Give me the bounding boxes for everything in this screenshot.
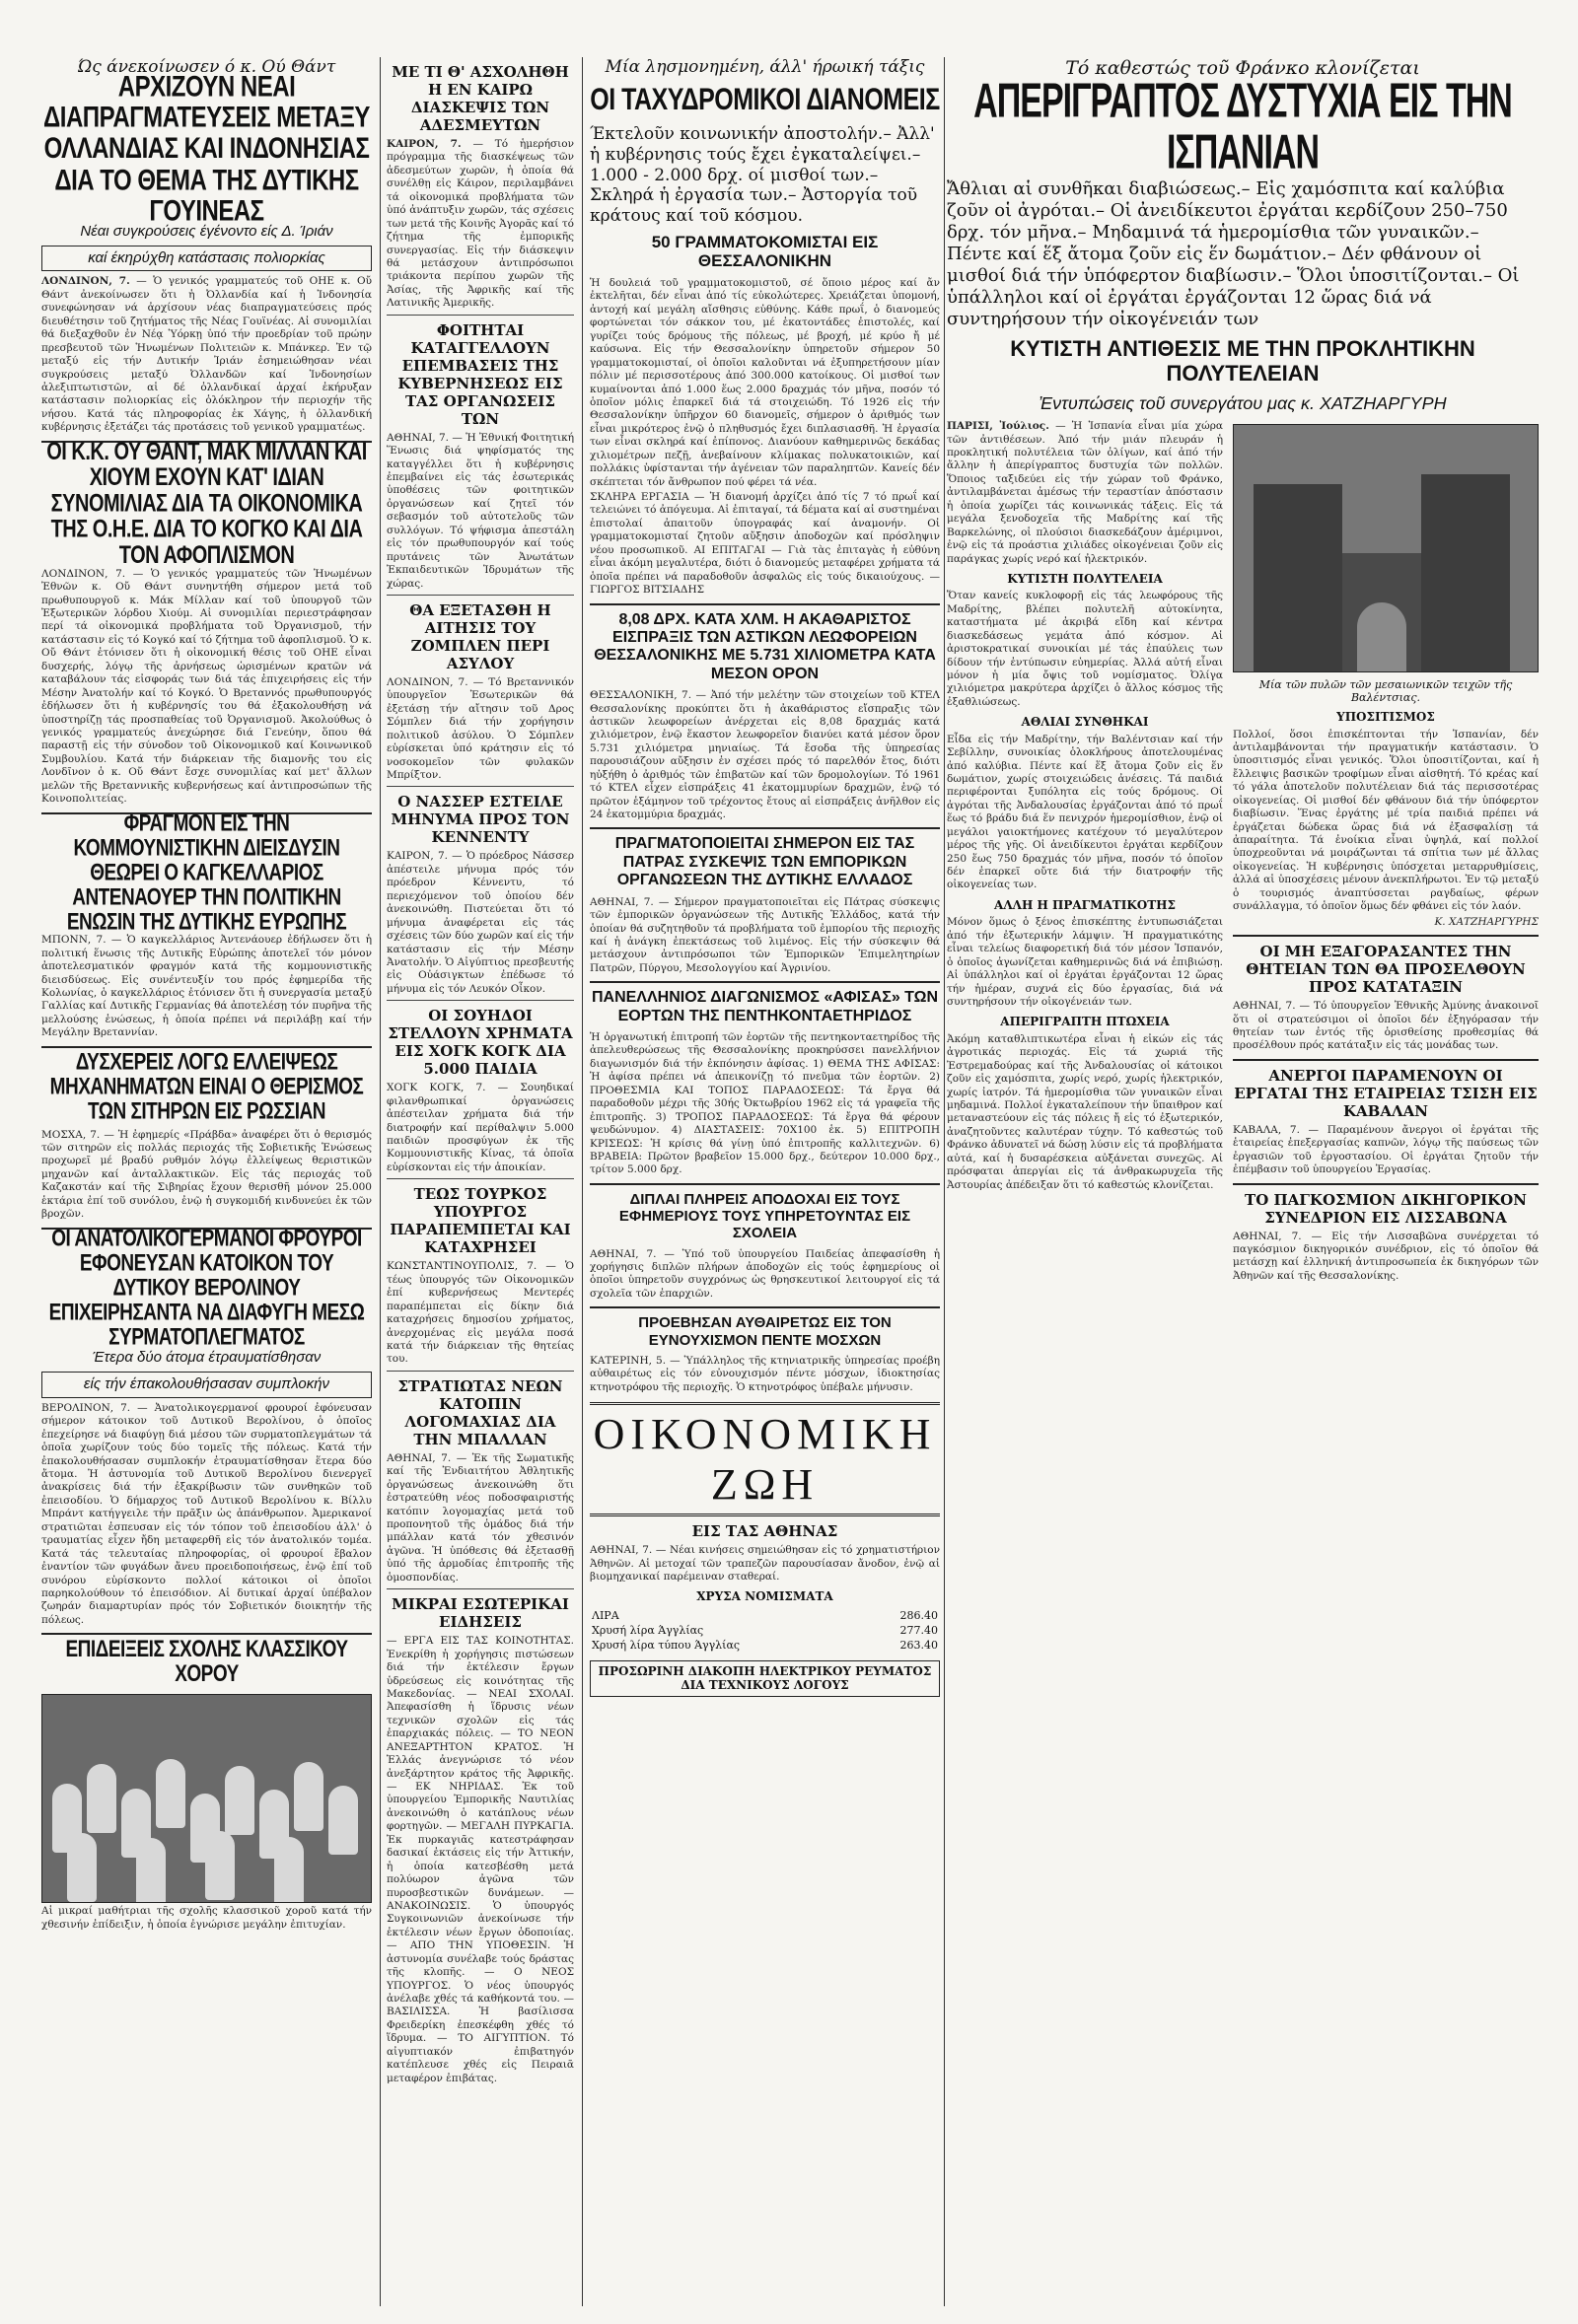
article-body: ΚΩΝΣΤΑΝΤΙΝΟΥΠΟΛΙΣ, 7. — Ὁ τέως ὑπουργός τῶν Οἰκονομικῶν ἐπί κυβερνήσεως Μεντερές παραπέμπεται εἰς δίκην διά καταχρήσεις δημοσίου χρήματος, ἀνερχομένας εἰς μεγάλα ποσά κατά τήν διάρκειαν τῆς θητείας του. [387,1260,574,1366]
section-heading: ΑΘΛΙΑΙ ΣΥΝΘΗΚΑΙ [1021,715,1149,730]
subheadline: Νέαι συγκρούσεις έγένοντο είς Δ. Ίριάν [80,222,333,240]
article-body: ΚΑΙΡΟΝ, 7. — Τό ἡμερήσιον πρόγραμμα τῆς διασκέψεως τῶν ἀδεσμεύτων χωρῶν, ἡ ὁποία θά συνέλθῃ εἰς Κάιρον, περιλαμβάνει τά οἰκονομικά προβλήματα τῶν ὑπό ἀνάπτυξιν χωρῶν, τάς σχέσεις των μετά τῆς Κοινῆς Ἀγορᾶς καί τό ζήτημα τῆς ἐμπορικῆς συνεργασίας. Εἰς τήν διάσκεψιν θά μετάσχουν ἀντιπρόσωποι τριάκοντα περίπου χωρῶν τῆς Ἀσίας, τῆς Ἀφρικῆς καί τῆς Λατινικῆς Ἀμερικῆς. [387,138,574,310]
article-body: ΘΕΣΣΑΛΟΝΙΚΗ, 7. — Ἀπό τήν μελέτην τῶν στοιχείων τοῦ ΚΤΕΛ Θεσσαλονίκης προκύπτει ὅτι ἡ ἀκαθάριστος εἴσπραξις τῶν ἀστικῶν λεωφορείων ἀνέρχεται εἰς 8,08 δραχμάς κατά χιλιόμετρον, ἐνῷ ἕκαστον λεωφορεῖον διανύει κατά μέσον ὅρον 5.731 χιλιόμετρα μηνιαίως. Τά ἔσοδα τῆς ὑπηρεσίας παρουσιάζουν αὔξησιν ἐν σχέσει πρός τό παρελθόν ἔτος, διότι ηὐξήθη ὁ ἀριθμός τῶν ἐπιβατῶν καί τῶν δρομολογίων. Τό 1961 τό ΚΤΕΛ εἶχεν εἰσπράξεις 41 ἑκατομμυρίων δραχμῶν, ἐνῷ τό πρῶτον ἑξάμηνον τοῦ τρέχοντος ἔτους αἱ εἰσπράξεις ἀνῆλθον εἰς 24 ἑκατομμύρια δραχμάς. [590,689,940,821]
article-body: ΑΘΗΝΑΙ, 7. — Σήμερον πραγματοποιεῖται εἰς Πάτρας σύσκεψις τῶν ἐμπορικῶν ὀργανώσεων τῆς Δυτικῆς Ἑλλάδος, κατά τήν ὁποίαν θά συζητηθοῦν τά προβλήματα τοῦ ἐμπορίου τῆς περιοχῆς καί ἡ ἀνάγκη ἐπεκτάσεως τοῦ λιμένος. Εἰς τήν σύσκεψιν θά μετάσχουν ἀντιπρόσωποι τῶν Ἐμπορικῶν Ἐπιμελητηρίων Πατρῶν, Πύργου, Μεσολογγίου καί Ἀγρινίου. [590,895,940,974]
photo-caption: Μία τῶν πυλῶν τῶν μεσαιωνικῶν τειχῶν τῆς Βαλέντσιας. [1258,678,1513,705]
headline: ΠΡΟΣΩΡΙΝΗ ΔΙΑΚΟΠΗ ΗΛΕΚΤΡΙΚΟΥ ΡΕΥΜΑΤΟΣ ΔΙΑ ΤΕΧΝΙΚΟΥΣ ΛΟΓΟΥΣ [590,1660,940,1697]
article-body: ΑΘΗΝΑΙ, 7. — Νέαι κινήσεις σημειώθησαν εἰς τό χρηματιστήριον Ἀθηνῶν. Αἱ μετοχαί τῶν τραπεζῶν παρουσίασαν ἄνοδον, ἐνῷ αἱ βιομηχανικαί παρέμειναν σταθεραί. [590,1544,940,1584]
article-body: ΑΘΗΝΑΙ, 7. — Ἐκ τῆς Σωματικῆς καί τῆς Ἐνδιαιτήτου Ἀθλητικῆς ὀργανώσεως ἀνεκοινώθη ὅτι ἐστρατεύθη νέος ποδοσφαιριστής κατόπιν λογομαχίας μετά τοῦ προπονητοῦ τῆς ὁμάδος διά τήν μπάλλαν κατά τόν χθεσινόν ἀγῶνα. Ἡ ὑπόθεσις θά ἐξετασθῇ ὑπό τῆς ἁρμοδίας ἐπιτροπῆς τῆς ὁμοσπονδίας. [387,1451,574,1584]
headline: ΦΟΙΤΗΤΑΙ ΚΑΤΑΓΓΕΛΛΟΥΝ ΕΠΕΜΒΑΣΕΙΣ ΤΗΣ ΚΥΒΕΡΝΗΣΕΩΣ ΕΙΣ ΤΑΣ ΟΡΓΑΝΩΣΕΙΣ ΤΩΝ [397,320,563,428]
article-body: Πολλοί, ὅσοι ἐπισκέπτονται τήν Ἱσπανίαν, δέν ἀντιλαμβάνονται τήν πραγματικήν κατάστασιν. Ὁ ὑποσιτισμός εἶναι γενικός. Ὅλοι ὑποσιτίζονται, καί ἡ ἔλλειψις βασικῶν τροφίμων εἶναι αἰσθητή. Τό κρέας καί τό γάλα ἀποτελοῦν πολυτέλειαν διά τάς περισσοτέρας οἰκογενείας. Οἱ μισθοί δέν φθάνουν διά τήν ὑπόφερτον διαβίωσιν. Ἕνας ἐργάτης μέ τρία παιδιά πρέπει νά ἐργάζεται δώδεκα ὥρας διά νά ἐξασφαλίσῃ τά ἀπαραίτητα. Τά ἐνοίκια εἶναι ὑψηλά, καί πολλοί ὑποχρεοῦνται νά μοιράζωνται τά σπίτια των μέ ἄλλας οἰκογενείας. Ἡ κυβέρνησις ὑπόσχεται μεταρρυθμίσεις, ἀλλά αἱ ὑποσχέσεις μένουν ἀνεκπλήρωτοι. Ἐν τῷ μεταξύ ὁ τουρισμός ἀναπτύσσεται ραγδαίως, φέρων συνάλλαγμα, τό ὁποῖον ὅμως δέν φθάνει εἰς τόν λαόν. [1233,728,1539,913]
headline: Ο ΝΑΣΣΕΡ ΕΣΤΕΙΛΕ ΜΗΝΥΜΑ ΠΡΟΣ ΤΟΝ ΚΕΝΝΕΝΤΥ [391,793,570,847]
article-body: ΚΑΤΕΡΙΝΗ, 5. — Ὑπάλληλος τῆς κτηνιατρικῆς ὑπηρεσίας προέβη αὐθαιρέτως εἰς τόν εὐνουχισμόν πέντε μόσχων, ἰδιοκτησίας κτηνοτρόφου τῆς περιοχῆς. Ὁ κτηνοτρόφος ὑπέβαλε μήνυσιν. [590,1354,940,1393]
main-headline: ΑΠΕΡΙΓΡΑΠΤΟΣ ΔΥΣΤΥΧΙΑ ΕΙΣ ΤΗΝ ΙΣΠΑΝΙΑΝ [973,74,1512,179]
column-rule [380,57,381,2306]
article-body: ΛΟΝΔΙΝΟΝ, 7. — Ὁ γενικός γραμματεύς τοῦ ΟΗΕ κ. Οὔ Θάντ ἀνεκοίνωσεν ὅτι ἡ Ὀλλανδία καί ἡ Ἰνδονησία συνεφώνησαν νά ἀρχίσουν νέας διαπραγματεύσεις πρός διευθέτησιν τοῦ ζητήματος τῆς Νέας Γουϊνέας. Αἱ συνομιλίαι θά διεξαχθοῦν ἐν Νέᾳ Ὑόρκῃ ὑπό τήν προεδρίαν τοῦ πρώην πρεσβευτοῦ τῶν Ἡνωμένων Πολιτειῶν κ. Μπάνκερ. Ἐν τῷ μεταξύ εἰς τήν Δυτικήν Ἰριάν ἐσημειώθησαν νέαι συγκρούσεις μεταξύ Ὀλλανδῶν καί Ἰνδονησίων ἀλεξιπτωτιστῶν, αἱ δέ ὀλλανδικαί ἀρχαί ἐκήρυξαν κατάστασιν πολιορκίας εἰς ὁλόκληρον τήν περιοχήν τῆς νήσου. Κατά τάς πληροφορίας ἐκ Χάγης, ἡ ὀλλανδική κυβέρνησις ἐξετάζει τάς προτάσεις τοῦ γενικοῦ γραμματέως. [41,275,372,434]
article-body: Ἡ δουλειά τοῦ γραμματοκομιστοῦ, σέ ὅποιο μέρος καί ἄν ἐκτελῆται, δέν εἶναι ἀπό τίς εὐκολώτερες. Χρειάζεται ὑπομονή, ἀντοχή καί μεγάλη αἴσθησις εὐθύνης. Κάθε πρωΐ, ὁ διανομεύς φορτώνεται τόν σάκκον του, μέ ἑκατοντάδες ἐπιστολές, καί γυρίζει τούς δρόμους τῆς πόλεως, μέ βροχή, μέ κρύο ἤ μέ καύσωνα. Εἰς τήν Θεσσαλονίκην ὑπηρετοῦν σήμερον 50 γραμματοκομισταί, οἱ ὁποῖοι καλοῦνται νά ἐξυπηρετήσουν μίαν πόλιν μέ περισσοτέρους ἀπό 300.000 κατοίκους. Οἱ μισθοί των κυμαίνονται ἀπό 1.000 ἕως 2.000 δραχμάς τόν μῆνα, ποσόν τό ὁποῖον μόλις ἐπαρκεῖ διά τά στοιχειώδη. Τό 1926 εἰς τήν Θεσσαλονίκην ὑπῆρχον 60 διανομεῖς, σήμερον ὁ ἀριθμός των εἶναι μικρότερος ἐνῷ ὁ πληθυσμός ἔχει διπλασιασθῆ. Ἡ ἐργασία των εἶναι σκληρά καί ἐπίπονος. Διανύουν καθημερινῶς δεκάδας χιλιομέτρων πεζῇ, ἀνεβαίνουν κλίμακας πολυκατοικιῶν, καί πολλάκις ὑφίστανται τήν ἀγένειαν τῶν παραληπτῶν. Κανείς δέν σκέπτεται τόν ἄνθρωπον πού φέρει τά νέα. [590,277,940,488]
headline: ΔΙΠΛΑΙ ΠΛΗΡΕΙΣ ΑΠΟΔΟΧΑΙ ΕΙΣ ΤΟΥΣ ΕΦΗΜΕΡΙΟΥΣ ΤΟΥΣ ΥΠΗΡΕΤΟΥΝΤΑΣ ΕΙΣ ΣΧΟΛΕΙΑ [618,1190,911,1242]
signature: Κ. ΧΑΤΖΗΑΡΓΥΡΗΣ [1434,915,1539,928]
article-body: ΧΟΓΚ ΚΟΓΚ, 7. — Σουηδικαί φιλανθρωπικαί ὀργανώσεις ἀπέστειλαν χρήματα διά τήν διατροφήν καί περίθαλψιν 5.000 παιδιῶν προσφύγων ἐκ τῆς Κομμουνιστικῆς Κίνας, τά ὁποῖα εὑρίσκονται εἰς τήν ἀποικίαν. [387,1082,574,1173]
byline: Ἐντυπώσεις τοῦ συνεργάτου μας κ. ΧΑΤΖΗΑΡΓΥΡΗ [1039,392,1447,413]
article-body: ΛΟΝΔΙΝΟΝ, 7. — Τό Βρεταννικόν ὑπουργεῖον Ἐσωτερικῶν θά ἐξετάσῃ τήν αἴτησιν τοῦ Δρος Σόμπλεν διά τήν χορήγησιν πολιτικοῦ ἀσύλου. Ὁ Σόμπλεν εὑρίσκεται ὑπό κράτησιν εἰς τό νοσοκομεῖον τῶν φυλακῶν Μπρίξτον. [387,675,574,781]
subheadline: είς τήν έπακολουθήσασαν συμπλοκήν [41,1372,372,1398]
kicker: Τό καθεστώς τοῦ Φράνκο κλονίζεται [1065,57,1420,79]
valencia-gate-photo [1233,424,1539,672]
article-body: ΑΘΗΝΑΙ, 7. — Ὑπό τοῦ ὑπουργείου Παιδείας ἀπεφασίσθη ἡ χορήγησις διπλῶν πλήρων ἀποδοχῶν εἰς τούς ἐφημερίους οἱ ὁποῖοι ὑπηρετοῦν συγχρόνως ὡς θρησκευτικοί λειτουργοί εἰς τά σχολεῖα τῶν ἐπαρχιῶν. [590,1247,940,1300]
article-body: ΑΘΗΝΑΙ, 7. — Εἰς τήν Λισσαβῶνα συνέρχεται τό παγκόσμιον δικηγορικόν συνέδριον, εἰς τό ὁποῖον θά μετάσχῃ καί ἑλληνική ἀντιπροσωπεία ἐκ δικηγόρων τῶν Ἀθηνῶν καί τῆς Θεσσαλονίκης. [1233,1230,1539,1282]
headline: ΟΙ ΤΑΧΥΔΡΟΜΙΚΟΙ ΔΙΑΝΟΜΕΙΣ [590,82,940,117]
headline: ΠΡΟΕΒΗΣΑΝ ΑΥΘΑΙΡΕΤΩΣ ΕΙΣ ΤΟΝ ΕΥΝΟΥΧΙΣΜΟΝ ΠΕΝΤΕ ΜΟΣΧΩΝ [638,1314,892,1349]
rates-title: ΧΡΥΣΑ ΝΟΜΙΣΜΑΤΑ [696,1589,833,1604]
headline: ΠΑΝΕΛΛΗΝΙΟΣ ΔΙΑΓΩΝΙΣΜΟΣ «ΑΦΙΣΑΣ» ΤΩΝ ΕΟΡΤΩΝ ΤΗΣ ΠΕΝΤΗΚΟΝΤΑΕΤΗΡΙΔΟΣ [591,989,939,1024]
article-body: ΚΑΒΑΛΑ, 7. — Παραμένουν ἄνεργοι οἱ ἐργάται τῆς ἑταιρείας ἐπεξεργασίας καπνῶν, λόγῳ τῆς παύσεως τῶν ἐργασιῶν τοῦ ἐργοστασίου. Οἱ ἐργάται ζητοῦν τήν ἐπέμβασιν τοῦ ὑπουργείου Ἐργασίας. [1233,1123,1539,1176]
headline: ΑΡΧΙΖΟΥΝ ΝΕΑΙ ΔΙΑΠΡΑΓΜΑΤΕΥΣΕΙΣ ΜΕΤΑΞΥ ΟΛΛΑΝΔΙΑΣ ΚΑΙ ΙΝΔΟΝΗΣΙΑΣ ΔΙΑ ΤΟ ΘΕΜΑ ΤΗΣ ΔΥΤΙΚΗΣ ΓΟΥΙΝΕΑΣ [43,70,370,228]
column-1 [41,57,372,2306]
section-heading: ΚΥΤΙΣΤΗ ΠΟΛΥΤΕΛΕΙΑ [1007,571,1163,586]
dateline: ΠΑΡΙΣΙ, Ἰούλιος. [947,420,1049,433]
headline: ΟΙ ΣΟΥΗΔΟΙ ΣΤΕΛΛΟΥΝ ΧΡΗΜΑΤΑ ΕΙΣ ΧΟΓΚ ΚΟΓΚ ΔΙΑ 5.000 ΠΑΙΔΙΑ [388,1007,573,1079]
article-body: Εἶδα εἰς τήν Μαδρίτην, τήν Βαλέντσιαν καί τήν Σεβίλλην, συνοικίας ὁλοκλήρους ἀποτελουμένας ἀπό καλύβια. Πέντε καί ἕξ ἄτομα ζοῦν εἰς ἕν δωμάτιον, χωρίς στοιχειώδεις ἀνέσεις. Τά παιδιά περιφέρονται ξυπόλητα εἰς τούς δρόμους. Οἱ ἀγρόται τῆς Ἀνδαλουσίας ἐργάζονται ἀπό τό πρωΐ ἕως τό βράδυ διά ἕν πενιχρόν ἡμερομίσθιον, ἐνῷ οἱ μεγάλοι γαιοκτήμονες κατέχουν τό μεγαλύτερον μέρος τῆς γῆς. Οἱ ἀνειδίκευτοι ἐργάται κερδίζουν 250 ἕως 750 δραχμάς τόν μῆνα, ποσόν τό ὁποῖον δέν ἐπαρκεῖ οὔτε διά τήν διατροφήν τῆς οἰκογενείας των. [947,733,1223,891]
dateline: ΛΟΝΔΙΝΟΝ, 7. [41,275,130,288]
column-2 [387,57,574,2306]
article-body: ΛΟΝΔΙΝΟΝ, 7. — Ὁ γενικός γραμματεύς τῶν Ἡνωμένων Ἐθνῶν κ. Οὔ Θάντ συνηντήθη σήμερον μετά τοῦ πρωθυπουργοῦ κ. Μάκ Μίλλαν καί τοῦ ὑπουργοῦ τῶν Ἐξωτερικῶν λόρδου Χιούμ. Αἱ συνομιλίαι περιεστράφησαν περί τά οἰκονομικά προβλήματα τοῦ Ὀργανισμοῦ, τήν κατάστασιν εἰς τό Κογκό καί τό ζήτημα τοῦ ἀφοπλισμοῦ. Ὁ κ. Οὔ Θάντ ἐτόνισεν ὅτι ἡ οἰκονομική θέσις τοῦ ΟΗΕ εἶναι δυσχερής, λόγῳ τῆς ἀρνήσεως ὡρισμένων κρατῶν νά καταβάλουν τάς εἰσφοράς των διά τάς ἐπιχειρήσεις εἰς τήν Μέσην Ἀνατολήν καί τό Κογκό. Ὁ Βρεταννός πρωθυπουργός ἐδήλωσεν ὅτι ἡ κυβέρνησίς του θά ἐξακολουθήσῃ νά ὑποστηρίζῃ τάς προσπαθείας τοῦ Ὀργανισμοῦ. Ἀκολούθως ὁ γενικός γραμματεύς ἀνεχώρησε διά Γενεύην, ὅπου θά παραστῇ εἰς τήν σύνοδον τοῦ Οἰκονομικοῦ καί Κοινωνικοῦ Συμβουλίου. Κατά τήν διάρκειαν τῆς διαμονῆς του εἰς Λονδῖνον ὁ κ. Οὔ Θάντ ἔσχε συνομιλίας καί μετ' ἄλλων μελῶν τῆς Βρεταννικῆς κυβερνήσεως καί ἀντιπροσώπων τῆς Κοινοπολιτείας. [41,567,372,806]
headline: ΠΡΑΓΜΑΤΟΠΟΙΕΙΤΑΙ ΣΗΜΕΡΟΝ ΕΙΣ ΤΑΣ ΠΑΤΡΑΣ ΣΥΣΚΕΨΙΣ ΤΩΝ ΕΜΠΟΡΙΚΩΝ ΟΡΓΑΝΩΣΕΩΝ ΤΗΣ ΔΥΤΙΚΗΣ ΕΛΛΑΔΟΣ [614,835,915,889]
lead-paragraph: Ἄθλιαι αἱ συνθῆκαι διαβιώσεως.– Εἰς χαμόσπιτα καί καλύβια ζοῦν οἱ ἀγρόται.– Οἱ ἀνειδίκευτοι ἐργάται κερδίζουν 250–750 δρχ. τόν μῆνα.– Μηδαμινά τά ἡμερομίσθια τῶν γυναικῶν.– Πέντε καί ἕξ ἄτομα ζοῦν εἰς ἕν δωμάτιον.– Δέν φθάνουν οἱ μισθοί διά τήν ὑπόφερτον διαβίωσιν.– Ὅλοι ὑποσιτίζονται.– Οἱ ὑπάλληλοι καί οἱ ἐργάται ἐργάζονται 12 ὥρας διά νά συντηρήσουν τήν οἰκογένειάν των [947,178,1520,330]
headline: ΤΕΩΣ ΤΟΥΡΚΟΣ ΥΠΟΥΡΓΟΣ ΠΑΡΑΠΕΜΠΕΤΑΙ ΚΑΙ ΚΑΤΑΧΡΗΣΕΙ [390,1185,571,1257]
headline: ΘΑ ΕΞΕΤΑΣΘΗ Η ΑΙΤΗΣΙΣ ΤΟΥ ΖΟΜΠΛΕΝ ΠΕΡΙ ΑΣΥΛΟΥ [409,600,551,672]
headline: ΣΤΡΑΤΙΩΤΑΣ ΝΕΩΝ ΚΑΤΟΠΙΝ ΛΟΓΟΜΑΧΙΑΣ ΔΙΑ ΤΗΝ ΜΠΑΛΛΑΝ [397,1376,563,1448]
headline: ΕΙΣ ΤΑΣ ΑΘΗΝΑΣ [691,1522,838,1541]
headline: ΔΥΣΧΕΡΕΙΣ ΛΟΓΩ ΕΛΛΕΙΨΕΩΣ ΜΗΧΑΝΗΜΑΤΩΝ ΕΙΝΑΙ Ο ΘΕΡΙΣΜΟΣ ΤΩΝ ΣΙΤΗΡΩΝ ΕΙΣ ΡΩΣΣΙΑΝ [49,1049,364,1125]
kicker: Ώς άνεκοίνωσεν ό κ. Ού Θάντ [77,57,336,77]
headline: ΜΙΚΡΑΙ ΕΣΩΤΕΡΙΚΑΙ ΕΙΔΗΣΕΙΣ [392,1595,569,1632]
article-body: ΣΚΛΗΡΑ ΕΡΓΑΣΙΑ — Ἡ διανομή ἀρχίζει ἀπό τίς 7 τό πρωΐ καί τελειώνει τό ἀπόγευμα. Αἱ ἐπιταγαί, τά δέματα καί αἱ συστημέναι ἐπιστολαί ἀπαιτοῦν ὑπογραφάς καί ἀναμονήν. Οἱ γραμματοκομισταί ζητοῦν αὔξησιν ἀποδοχῶν καί πρόσληψιν νέου προσωπικοῦ. ΑΙ ΕΠΙΤΑΓΑΙ — Γιὰ τὰς ἐπιταγὰς ἡ εὐθύνη εἶναι ἀκόμη μεγαλυτέρα, διότι ὁ διανομεύς μεταφέρει χρήματα τά ὁποῖα πρέπει νά παραδοθοῦν ἀσφαλῶς εἰς τούς δικαιούχους. — ΓΙΩΡΓΟΣ ΒΙΤΣΙΑΔΗΣ [590,491,940,597]
table-row: Χρυσή λίρα Άγγλίας 277.40 [592,1623,938,1637]
article-body: Ὅταν κανείς κυκλοφορῇ εἰς τάς λεωφόρους τῆς Μαδρίτης, βλέπει πολυτελῆ αὐτοκίνητα, καταστήματα μέ ἀκριβά εἴδη καί κέντρα διασκεδάσεως γεμάτα ἀπό κόσμον. Αἱ ἀριστοκρατικαί συνοικίαι μέ τάς ἐπαύλεις των δίδουν τήν ἐντύπωσιν εὐημερίας. Ἀλλά αὐτή εἶναι μόνον ἡ μία ὄψις τοῦ νομίσματος. Ὀλίγα χιλιόμετρα μακρύτερα ἀρχίζει ὁ ἄλλος κόσμος τῆς ἐξαθλιώσεως. [947,590,1223,708]
column-rule [944,57,945,2306]
article-body: Ἀκόμη καταθλιπτικωτέρα εἶναι ἡ εἰκών εἰς τάς ἀγροτικάς περιοχάς. Εἰς τά χωριά τῆς Ἐστρεμαδούρας καί τῆς Ἀνδαλουσίας οἱ κάτοικοι ζοῦν εἰς χαμόσπιτα, χωρίς νερό, χωρίς ἠλεκτρικόν, χωρίς ἰατρόν. Τά ἡμερομίσθια τῶν γυναικῶν εἶναι μηδαμινά. Πολλοί ἐγκαταλείπουν τήν ὕπαιθρον καί μεταναστεύουν εἰς τάς πόλεις ἤ εἰς τό ἐξωτερικόν, ἀναζητοῦντες καλυτέραν τύχην. Τό καθεστώς τοῦ Φράνκο ἀδυνατεῖ νά δώσῃ λύσιν εἰς τά προβλήματα αὐτά, καί ἡ δυσαρέσκεια αὐξάνεται συνεχῶς. Αἱ πρόσφαται ἀπεργίαι εἰς τά ἀνθρακωρυχεῖα τῆς Ἀστουρίας ἀπέδειξαν ὅτι τό καθεστώς κλονίζεται. [947,1032,1223,1191]
article-body: Μόνον ὅμως ὁ ξένος ἐπισκέπτης ἐντυπωσιάζεται ἀπό τήν ἐξωτερικήν λάμψιν. Ἡ πραγματικότης εἶναι τελείως διαφορετική διά τόν μέσον Ἱσπανόν, ὁ ὁποῖος ἀγωνίζεται καθημερινῶς διά νά ἐπιβιώσῃ. Αἱ ὑπάλληλοι καί οἱ ἐργάται ἐργάζονται 12 ὥρας τήν ἡμέραν, συχνά εἰς δύο ἐργασίας, διά νά συντηρήσουν τήν οἰκογένειάν των. [947,916,1223,1008]
article-body: ΠΑΡΙΣΙ, Ἰούλιος. — Ἡ Ἱσπανία εἶναι μία χώρα τῶν ἀντιθέσεων. Ἀπό τήν μιάν πλευράν ἡ προκλητική πολυτέλεια τῶν ὀλίγων, καί ἀπό τήν ἄλλην ἡ ἀπερίγραπτος δυστυχία τῶν πολλῶν. Ὅποιος ταξιδεύει εἰς τήν χώραν τοῦ Φράνκο, ἀντιλαμβάνεται ἀμέσως τήν τεραστίαν ἀπόστασιν ἡ ὁποία χωρίζει τάς κοινωνικάς τάξεις. Εἰς τά μεγάλα ξενοδοχεῖα τῆς Μαδρίτης καί τῆς Βαρκελώνης, οἱ πλούσιοι διασκεδάζουν ἀμέριμνοι, ἐνῷ εἰς τά προάστια χιλιάδες οἰκογένειαι ζοῦν εἰς παράγκας χωρίς νερό καί ἠλεκτρικόν. [947,420,1223,565]
dance-school-photo [41,1694,372,1903]
headline: ΜΕ ΤΙ Θ' ΑΣΧΟΛΗΘΗ Η ΕΝ ΚΑΙΡΩ ΔΙΑΣΚΕΨΙΣ ΤΩΝ ΑΔΕΣΜΕΥΤΩΝ [392,63,569,134]
article-body: Ἡ ὀργανωτική ἐπιτροπή τῶν ἑορτῶν τῆς πεντηκονταετηρίδος τῆς ἀπελευθερώσεως τῆς Θεσσαλονίκης προκηρύσσει πανελλήνιον διαγωνισμόν διά τήν ἐκπόνησιν ἀφίσας. 1) ΘΕΜΑ ΤΗΣ ΑΦΙΣΑΣ: Ἡ ἀφίσα πρέπει νά ἀπεικονίζῃ τό πνεῦμα τῶν ἑορτῶν. 2) ΠΡΟΘΕΣΜΙΑ ΚΑΙ ΤΟΠΟΣ ΠΑΡΑΔΟΣΕΩΣ: Τά ἔργα θά παραδοθοῦν μέχρι τῆς 30ής Ὀκτωβρίου 1962 εἰς τά γραφεῖα τῆς ἐπιτροπῆς. 3) ΤΡΟΠΟΣ ΠΑΡΑΔΟΣΕΩΣ: Τά ἔργα θά φέρουν ψευδώνυμον. 4) ΔΙΑΣΤΑΣΕΙΣ: 70Χ100 ἑκ. 5) ΕΠΙΤΡΟΠΗ ΚΡΙΣΕΩΣ: Ἡ κρίσις θά γίνῃ ὑπό ἐπιτροπῆς καλλιτεχνῶν. 6) ΒΡΑΒΕΙΑ: Πρῶτον βραβεῖον 15.000 δρχ., δεύτερον 10.000 δρχ., τρίτον 5.000 δρχ. [590,1031,940,1176]
table-row: ΛΙΡΑ 286.40 [592,1608,938,1622]
headline: ΕΠΙΔΕΙΞΕΙΣ ΣΧΟΛΗΣ ΚΛΑΣΣΙΚΟΥ ΧΟΡΟΥ [65,1637,348,1688]
article-body: ΚΑΙΡΟΝ, 7. — Ὁ πρόεδρος Νάσσερ ἀπέστειλε μήνυμα πρός τόν πρόεδρον Κέννεντυ, τό περιεχόμενον τοῦ ὁποίου δέν ἀνεκοινώθη. Πιστεύεται ὅτι τό μήνυμα ἀναφέρεται εἰς τάς σχέσεις τῶν δύο χωρῶν καί εἰς τήν κατάστασιν εἰς τήν Μέσην Ἀνατολήν. Ὁ Αἰγύπτιος πρεσβευτής εἰς Οὐάσιγκτων ἐπέδωσε τό μήνυμα εἰς τόν Λευκόν Οἶκον. [387,850,574,995]
headline: ΦΡΑΓΜΟΝ ΕΙΣ ΤΗΝ ΚΟΜΜΟΥΝΙΣΤΙΚΗΝ ΔΙΕΙΣΔΥΣΙΝ ΘΕΩΡΕΙ Ο ΚΑΓΚΕΛΛΑΡΙΟΣ ΑΝΤΕΝΑΟΥΕΡ ΤΗΝ ΠΟΛΙΤΙΚΗΝ ΕΝΩΣΙΝ ΤΗΣ ΔΥΤΙΚΗΣ ΕΥΡΩΠΗΣ [66,810,347,935]
article-body: ΒΕΡΟΛΙΝΟΝ, 7. — Ἀνατολικογερμανοί φρουροί ἐφόνευσαν σήμερον κάτοικον τοῦ Δυτικοῦ Βερολίνου, ὁ ὁποῖος ἐπεχείρησε νά διαφύγῃ διά μέσου τῶν συρματοπλεγμάτων τά ὁποῖα χωρίζουν τούς δύο τομεῖς τῆς πόλεως. Κατά τήν ἐπακολουθήσασαν συμπλοκήν ἐτραυματίσθησαν ἕτερα δύο ἄτομα. Ἡ ἀστυνομία τοῦ Δυτικοῦ Βερολίνου διενεργεῖ ἀνακρίσεις διά τήν ἐξακρίβωσιν τῶν συνθηκῶν τοῦ ἐπεισοδίου. Ὁ δήμαρχος τοῦ Δυτικοῦ Βερολίνου κ. Βίλλυ Μπράντ κατήγγειλε τήν πρᾶξιν ὡς ἀπάνθρωπον. Ἀμερικανοί στρατιῶται ἐσπευσαν εἰς τόν τόπον τοῦ ἐπεισοδίου ἀλλ' ὁ τραυματίας εἶχεν ἤδη μεταφερθῆ εἰς τόν ἀνατολικόν τομέα. Κατά τάς τελευταίας πληροφορίας, οἱ φρουροί ἔβαλον ἐναντίον τῶν φυγάδων ἄνευ προειδοποιήσεως, ἐνῷ ἐπί τοῦ συνόρου εὑρίσκοντο πολλοί κάτοικοι οἱ ὁποῖοι παρηκολούθουν τό ἐπεισόδιον. Αἱ δυτικαί ἀρχαί ὑπέβαλον ζωηράν διαμαρτυρίαν πρός τόν Σοβιετικόν διοικητήν τῆς πόλεως. [41,1401,372,1626]
headline: ΟΙ ΑΝΑΤΟΛΙΚΟΓΕΡΜΑΝΟΙ ΦΡΟΥΡΟΙ ΕΦΟΝΕΥΣΑΝ ΚΑΤΟΙΚΟΝ ΤΟΥ ΔΥΤΙΚΟΥ ΒΕΡΟΛΙΝΟΥ ΕΠΙΧΕΙΡΗΣΑΝΤΑ ΝΑ ΔΙΑΦΥΓΗ ΜΕΣΩ ΣΥΡΜΑΤΟΠΛΕΓΜΑΤΟΣ [48,1225,365,1350]
section-heading: ΥΠΟΣΙΤΙΣΜΟΣ [1336,710,1435,725]
article-body: ΑΘΗΝΑΙ, 7. — Τό ὑπουργεῖον Ἐθνικῆς Ἀμύνης ἀνακοινοῖ ὅτι οἱ στρατεύσιμοι οἱ ὁποῖοι δέν ἐξηγόρασαν τήν θητείαν των ἐντός τῆς ὁρισθείσης προθεσμίας θά προσέλθουν πρός κατάταξιν εἰς τάς μονάδας των. [1233,1000,1539,1052]
section-masthead: ΟΙΚΟΝΟΜΙΚΗ ΖΩΗ [590,1402,940,1516]
section-heading: ΑΠΕΡΙΓΡΑΠΤΗ ΠΤΩΧΕΙΑ [1000,1015,1170,1029]
article-column [947,418,1223,1285]
headline: ΟΙ Κ.Κ. ΟΥ ΘΑΝΤ, ΜΑΚ ΜΙΛΛΑΝ ΚΑΙ ΧΙΟΥΜ ΕΧΟΥΝ ΚΑΤ' ΙΔΙΑΝ ΣΥΝΟΜΙΛΙΑΣ ΔΙΑ ΤΑ ΟΙΚΟΝΟΜΙΚΑ ΤΗΣ Ο.Η.Ε. ΔΙΑ ΤΟ ΚΟΓΚΟ ΚΑΙ ΔΙΑ ΤΟΝ ΑΦΟΠΛΙΣΜΟΝ [46,438,367,569]
headline: ΑΝΕΡΓΟΙ ΠΑΡΑΜΕΝΟΥΝ ΟΙ ΕΡΓΑΤΑΙ ΤΗΣ ΕΤΑΙΡΕΙΑΣ ΤΣΙΣΗ ΕΙΣ ΚΑΒΑΛΑΝ [1234,1066,1538,1120]
column-4 [947,57,1539,2306]
article-body: ΑΘΗΝΑΙ, 7. — Ἡ Ἐθνική Φοιτητική Ἕνωσις διά ψηφίσματός της καταγγέλλει ὅτι ἡ κυβέρνησις ἐπεμβαίνει εἰς τάς ἐσωτερικάς ὑποθέσεις τῶν φοιτητικῶν ὀργανώσεων καί ζητεῖ τόν σεβασμόν τοῦ αὐτοτελοῦς τῶν συλλόγων. Τό ψήφισμα ἀπεστάλη εἰς τόν πρωθυπουργόν καί τούς πρυτάνεις τῶν Ἀνωτάτων Ἐκπαιδευτικῶν Ἱδρυμάτων τῆς χώρας. [387,431,574,590]
article-body: ΜΠΟΝΝ, 7. — Ὁ καγκελλάριος Ἀντενάουερ ἐδήλωσεν ὅτι ἡ πολιτική ἕνωσις τῆς Δυτικῆς Εὐρώπης ἀποτελεῖ τόν μόνον ἀποτελεσματικόν φραγμόν κατά τῆς κομμουνιστικῆς διεισδύσεως. Εἰς συνέντευξίν του πρός ἐφημερίδα τῆς Κολωνίας, ὁ καγκελλάριος ἐτόνισεν ὅτι ἡ συνεργασία μεταξύ Γαλλίας καί Δυτικῆς Γερμανίας θά ἀποτελέσῃ τόν πυρῆνα τῆς μελλούσης ἑνώσεως, ἡ ὁποία πρέπει νά περιλάβῃ καί τήν Μεγάλην Βρεταννίαν. [41,934,372,1039]
article-body: — ΕΡΓΑ ΕΙΣ ΤΑΣ ΚΟΙΝΟΤΗΤΑΣ. Ἐνεκρίθη ἡ χορήγησις πιστώσεων διά τήν ἐκτέλεσιν ἔργων ὑδρεύσεως εἰς κοινότητας τῆς Μακεδονίας. — ΝΕΑΙ ΣΧΟΛΑΙ. Ἀπεφασίσθη ἡ ἵδρυσις νέων τεχνικῶν σχολῶν εἰς τάς ἐπαρχιακάς πόλεις. — ΤΟ ΝΕΟΝ ΑΝΕΞΑΡΤΗΤΟΝ ΚΡΑΤΟΣ. Ἡ Ἑλλάς ἀνεγνώρισε τό νέον ἀνεξάρτητον κράτος τῆς Ἀφρικῆς. — ΕΚ ΝΗΡΙΔΑΣ. Ἐκ τοῦ ὑπουργείου Ἐμπορικῆς Ναυτιλίας ἀνεκοινώθη ὁ κατάπλους νέων φορτηγῶν. — ΜΕΓΑΛΗ ΠΥΡΚΑΓΙΑ. Ἐκ πυρκαγιᾶς κατεστράφησαν δασικαί ἐκτάσεις εἰς τήν Ἀττικήν, ἡ ὁποία κατεσβέσθη μετά πολύωρον ἀγῶνα τῶν πυροσβεστικῶν δυνάμεων. — ΑΝΑΚΟΙΝΩΣΙΣ. Ὁ ὑπουργός Συγκοινωνιῶν ἀνεκοίνωσε τήν ἐκτέλεσιν νέων ἔργων ὁδοποιίας. — ΑΠΟ ΤΗΝ ΥΠΟΘΕΣΙΝ. Ἡ ἀστυνομία συνέλαβε τούς δράστας τῆς κλοπῆς. — Ο ΝΕΟΣ ΥΠΟΥΡΓΟΣ. Ὁ νέος ὑπουργός ἀνέλαβε χθές τά καθήκοντά του. — ΒΑΣΙΛΙΣΣΑ. Ἡ βασίλισσα Φρειδερίκη ἐπεσκέφθη χθές τό ἵδρυμα. — ΤΟ ΑΙΓΥΠΤΙΟΝ. Τό αἰγυπτιακόν ἐπιβατηγόν κατέπλευσε χθές εἰς Πειραιᾶ μεταφέρον ἐπιβάτας. [387,1635,574,2084]
headline: ΤΟ ΠΑΓΚΟΣΜΙΟΝ ΔΙΚΗΓΟΡΙΚΟΝ ΣΥΝΕΔΡΙΟΝ ΕΙΣ ΛΙΣΣΑΒΩΝΑ [1245,1190,1527,1227]
headline: 8,08 ΔΡΧ. ΚΑΤΑ ΧΛΜ. Η ΑΚΑΘΑΡΙΣΤΟΣ ΕΙΣΠΡΑΞΙΣ ΤΩΝ ΑΣΤΙΚΩΝ ΛΕΩΦΟΡΕΙΩΝ ΘΕΣΣΑΛΟΝΙΚΗΣ ΜΕ 5.731 ΧΙΛΙΟΜΕΤΡΑ ΚΑΤΑ ΜΕΣΟΝ ΟΡΟΝ [594,610,936,682]
article-column [1233,418,1539,1285]
subheadline: καί έκηρύχθη κατάστασις πολιορκίας [41,246,372,272]
section-heading: ΑΛΛΗ Η ΠΡΑΓΜΑΤΙΚΟΤΗΣ [994,897,1176,912]
table-row: Χρυσή λίρα τύπου Άγγλίας 263.40 [592,1638,938,1652]
headline: ΟΙ ΜΗ ΕΞΑΓΟΡΑΣΑΝΤΕΣ ΤΗΝ ΘΗΤΕΙΑΝ ΤΩΝ ΘΑ ΠΡΟΣΕΛΘΟΥΝ ΠΡΟΣ ΚΑΤΑΤΑΞΙΝ [1246,943,1526,997]
subheadline: Έτερα δύο άτομα έτραυματίσθησαν [92,1349,322,1367]
headline: 50 ΓΡΑΜΜΑΤΟΚΟΜΙΣΤΑΙ ΕΙΣ ΘΕΣΣΑΛΟΝΙΚΗΝ [651,232,879,271]
kicker: Μία λησμονημένη, άλλ' ήρωική τάξις [605,57,925,77]
article-body: Αἱ μικραί μαθήτριαι τῆς σχολῆς κλασσικοῦ χοροῦ κατά τήν χθεσινήν ἐπίδειξιν, ἡ ὁποία ἐγνώρισε μεγάλην ἐπιτυχίαν. [41,1905,372,1931]
dateline: ΚΑΙΡΟΝ, 7. [387,138,462,150]
column-3 [590,57,940,2306]
gold-rates-table [590,1608,940,1653]
article-body: ΜΟΣΧΑ, 7. — Ἡ ἐφημερίς «Πράβδα» ἀναφέρει ὅτι ὁ θερισμός τῶν σιτηρῶν εἰς πολλάς περιοχάς τῆς Σοβιετικῆς Ἑνώσεως προχωρεῖ μέ βραδύ ρυθμόν λόγῳ ἐλλείψεως θεριστικῶν μηχανῶν καί ἀνταλλακτικῶν. Εἰς τάς περιοχάς τοῦ Καζακστάν καί τῆς Σιβηρίας ἔχουν θερισθῆ μόνον 25.000 ἑκτάρια ἐπί τοῦ συνόλου, ἐνῷ ἡ συγκομιδή κινδυνεύει ἐκ τῶν βροχῶν. [41,1128,372,1221]
headline: ΚΥΤΙΣΤΗ ΑΝΤΙΘΕΣΙΣ ΜΕ ΤΗΝ ΠΡΟΚΛΗΤΙΚΗΝ ΠΟΛΥΤΕΛΕΙΑΝ [1010,336,1475,387]
column-rule [582,57,583,2306]
lead-paragraph: Έκτελοῦν κοινωνικήν ἀποστολήν.– Ἀλλ' ἡ κυβέρνησις τούς ἔχει ἐγκαταλείψει.–1.000 - 2.000 δρχ. οί μισθοί των.– Σκληρά ἡ ἐργασία των.– Ἀστοργία τοῦ κράτους καί τοῦ κόσμου. [590,124,935,227]
